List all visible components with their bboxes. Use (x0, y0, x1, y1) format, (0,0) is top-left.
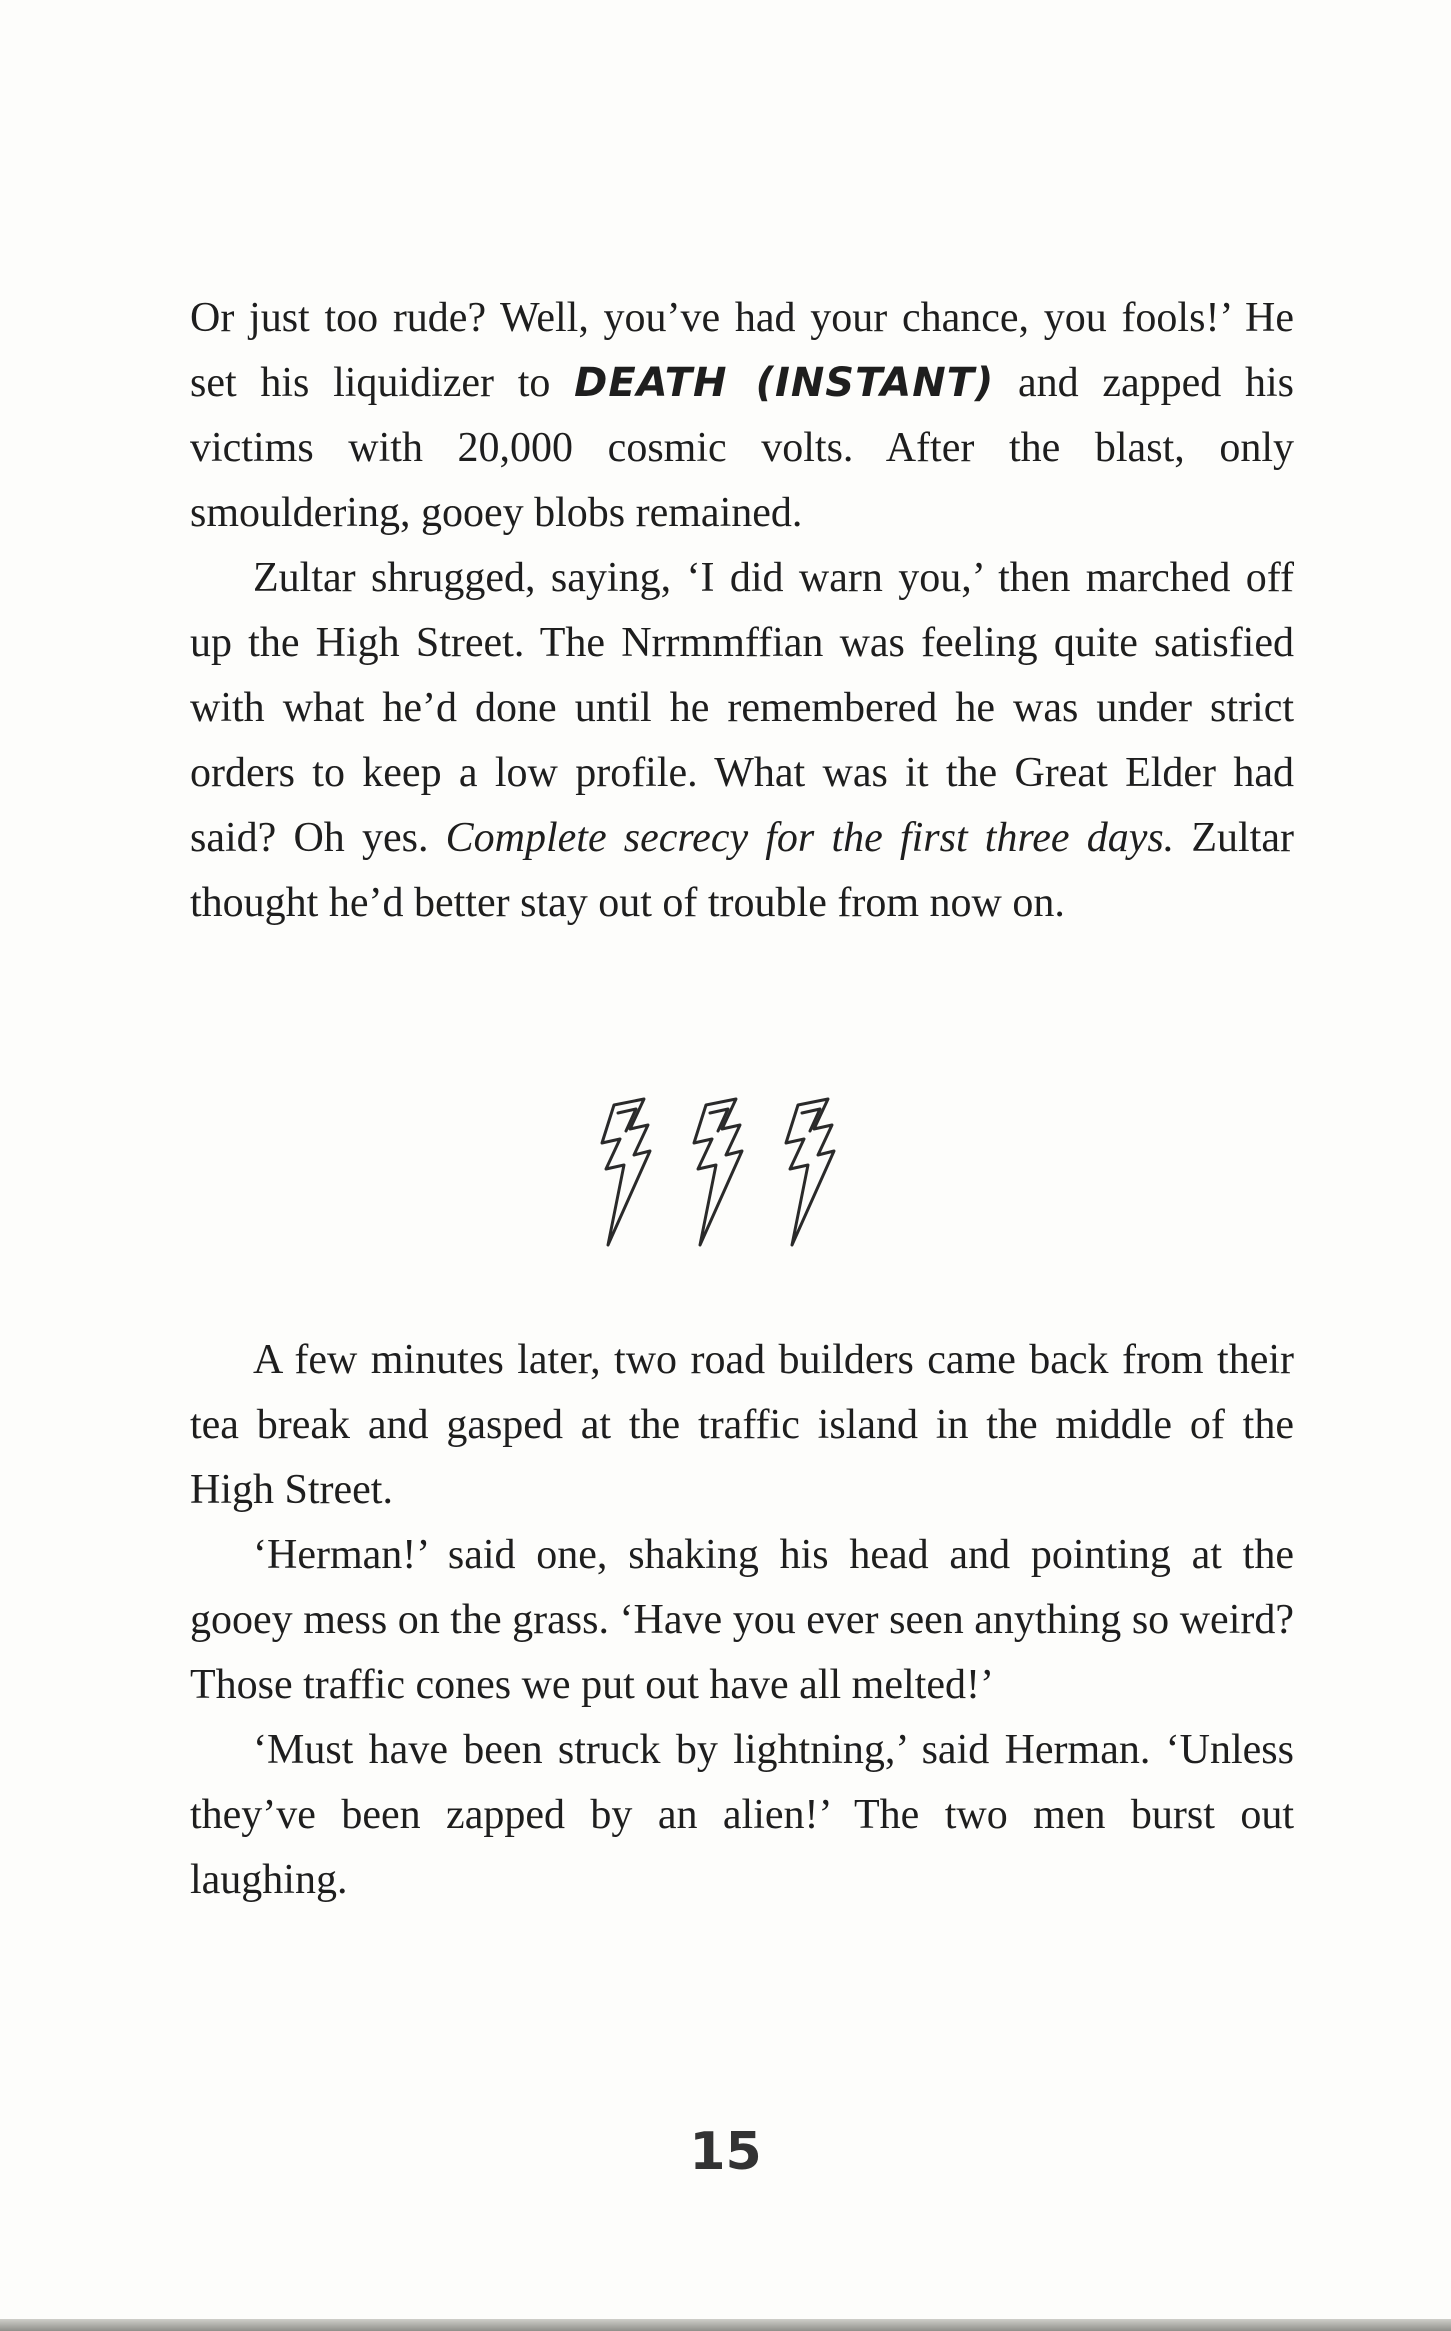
page-edge (0, 2319, 1451, 2331)
paragraph-1-start: Or just too rude? Well, you’ve had your chance, you fools!’ He set his liquidizer to (190, 295, 1294, 406)
paragraph-4: ‘Herman!’ said one, shaking his head and pointing at the gooey mess on the grass. ‘Have you ever seen anything so weird? Those traffic cones we put out have all melted!’ (190, 1532, 1294, 1708)
death-instant-label: DEATH (INSTANT) (574, 360, 995, 406)
text-block-top (190, 286, 1294, 936)
triple-lightning-bolt-icon (590, 1095, 870, 1255)
paragraph-3: A few minutes later, two road builders came back from their tea break and gasped at the traffic island in the middle of the High Street. (190, 1337, 1294, 1513)
italic-quote: Complete secrecy for the first three days. (445, 815, 1175, 861)
paragraph-2-end: Zultar thought he’d better stay out of trouble from now on. (190, 815, 1294, 926)
paragraph-1 (190, 286, 1294, 546)
text-block-bottom (190, 1328, 1294, 1913)
lightning-bolt-icon (602, 1099, 650, 1245)
paragraph-2-start: Zultar shrugged, saying, ‘I did warn you,’ then marched off up the High Street. The Nrrmmffian was feeling quite satisfied with what he’d done until he remembered he was under strict orders to keep a low profile. What was it the Great Elder had said? Oh yes. (190, 555, 1294, 861)
page-number: 15 (689, 2122, 762, 2182)
paragraph-5: ‘Must have been struck by lightning,’ said Herman. ‘Unless they’ve been zapped by an alien!’ The two men burst out laughing. (190, 1727, 1294, 1903)
paragraph-1-end: and zapped his victims with 20,000 cosmic volts. After the blast, only smouldering, gooey blobs remained. (190, 360, 1294, 536)
lightning-bolt-icon (786, 1099, 834, 1245)
paragraph-2 (190, 546, 1294, 936)
lightning-bolt-icon (694, 1099, 742, 1245)
